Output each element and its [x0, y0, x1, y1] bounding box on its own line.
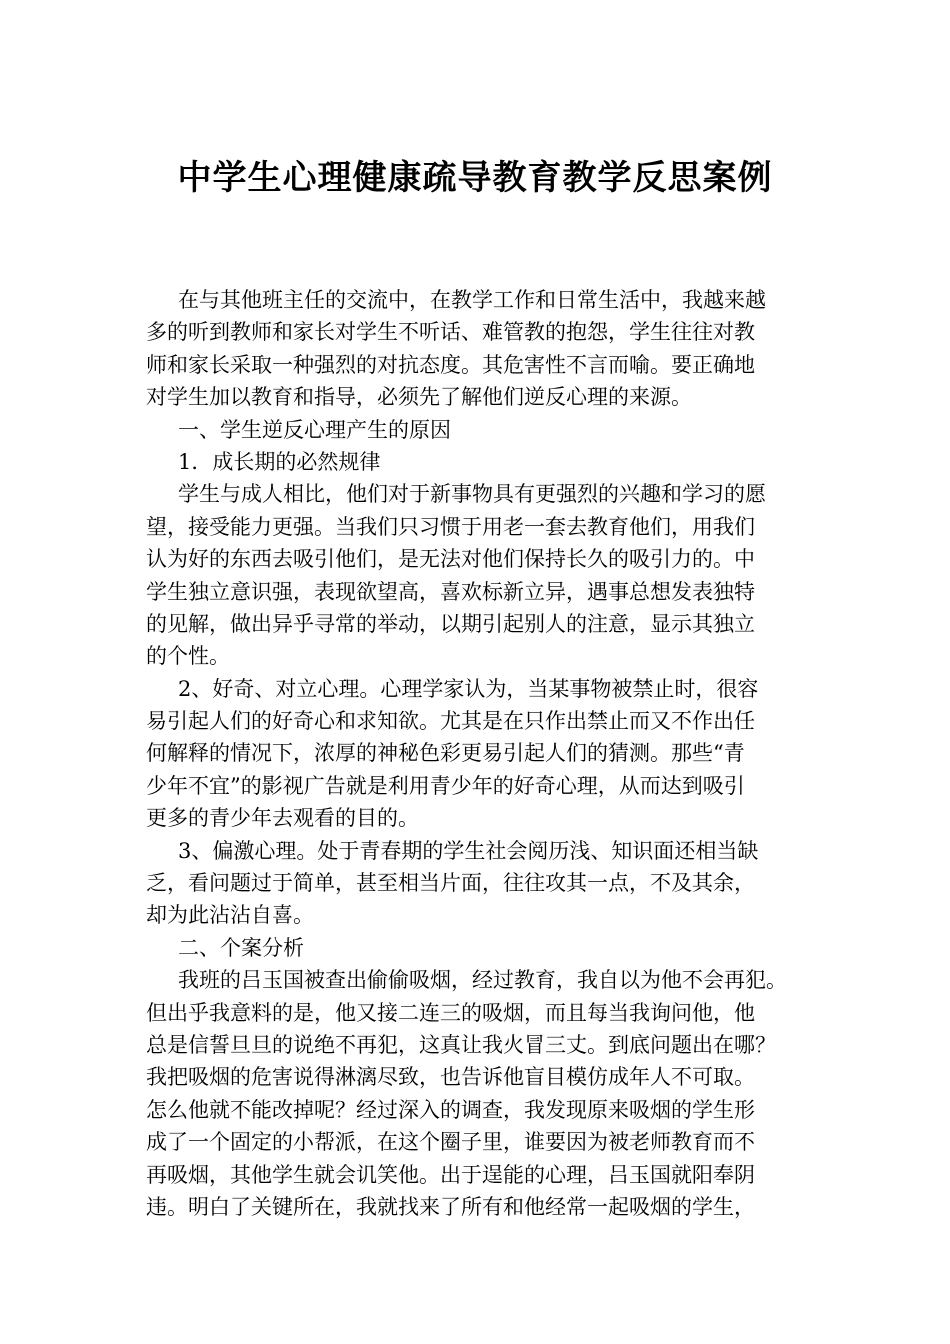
text-line: 的见解，做出异乎寻常的举动，以期引起别人的注意，显示其独立	[146, 611, 755, 636]
document-title: 中学生心理健康疏导教育教学反思案例	[177, 158, 773, 198]
text-line: 学生与成人相比，他们对于新事物具有更强烈的兴趣和学习的愿	[178, 482, 766, 507]
document-body	[146, 284, 806, 1223]
text-line: 再吸烟，其他学生就会讥笑他。出于逞能的心理，吕玉国就阳奉阴	[146, 1162, 755, 1187]
text-line: 易引起人们的好奇心和求知欲。尤其是在只作出禁止而又不作出任	[146, 709, 755, 734]
text-line: 2、好奇、对立心理。心理学家认为，当某事物被禁止时，很容	[178, 676, 759, 701]
text-line: 师和家长采取一种强烈的对抗态度。其危害性不言而喻。要正确地	[146, 352, 755, 377]
text-line: 却为此沾沾自喜。	[146, 903, 314, 928]
text-line: 的个性。	[146, 644, 230, 669]
text-line: 多的听到教师和家长对学生不听话、难管教的抱怨，学生往往对教	[146, 320, 755, 345]
text-line: 总是信誓旦旦的说绝不再犯，这真让我火冒三丈。到底问题出在哪？	[146, 1032, 776, 1057]
text-line: 3、偏激心理。处于青春期的学生社会阅历浅、知识面还相当缺	[178, 838, 759, 863]
text-line: 一、学生逆反心理产生的原因	[178, 417, 451, 442]
text-line: 但出乎我意料的是，他又接二连三的吸烟，而且每当我询问他，他	[146, 1000, 755, 1025]
text-line: 何解释的情况下，浓厚的神秘色彩更易引起人们的猜测。那些“青	[146, 741, 745, 766]
text-line: 对学生加以教育和指导，必须先了解他们逆反心理的来源。	[146, 385, 692, 410]
text-line: 少年不宜”的影视广告就是利用青少年的好奇心理，从而达到吸引	[146, 773, 745, 798]
text-line: 1．成长期的必然规律	[178, 449, 381, 474]
text-line: 望，接受能力更强。当我们只习惯于用老一套去教育他们，用我们	[146, 514, 755, 539]
text-line: 更多的青少年去观看的目的。	[146, 806, 419, 831]
text-line: 我班的吕玉国被查出偷偷吸烟，经过教育，我自以为他不会再犯。	[178, 968, 787, 993]
text-line: 我把吸烟的危害说得淋漓尽致，也告诉他盲目模仿成年人不可取。	[146, 1065, 755, 1090]
text-line: 乏，看问题过于简单，甚至相当片面，往往攻其一点，不及其余，	[146, 871, 755, 896]
text-line: 违。明白了关键所在，我就找来了所有和他经常一起吸烟的学生，	[146, 1194, 755, 1219]
text-line: 怎么他就不能改掉呢？经过深入的调查，我发现原来吸烟的学生形	[146, 1097, 755, 1122]
text-line: 成了一个固定的小帮派，在这个圈子里，谁要因为被老师教育而不	[146, 1130, 755, 1155]
text-line: 二、个案分析	[178, 935, 304, 960]
text-line: 学生独立意识强，表现欲望高，喜欢标新立异，遇事总想发表独特	[146, 579, 755, 604]
text-line: 在与其他班主任的交流中，在教学工作和日常生活中，我越来越	[178, 288, 766, 312]
text-line: 认为好的东西去吸引他们，是无法对他们保持长久的吸引力的。中	[146, 547, 755, 572]
